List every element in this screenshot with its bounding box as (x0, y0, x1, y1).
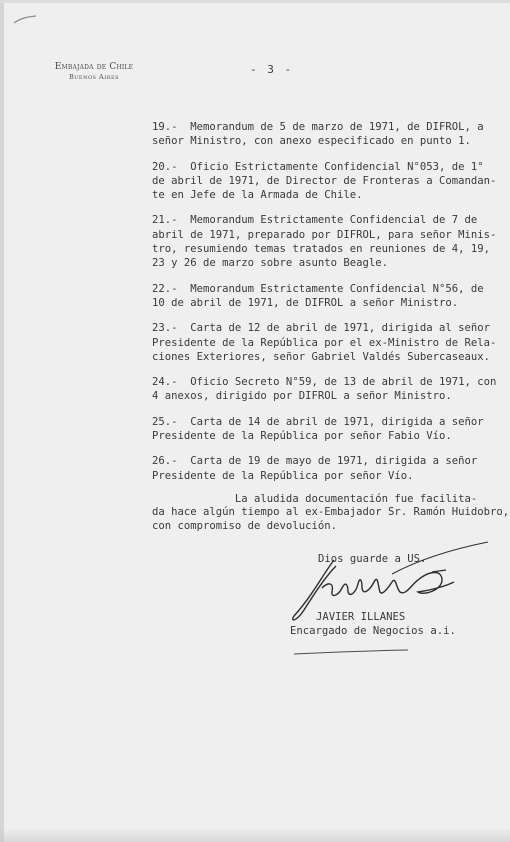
farewell-line: Dios guarde a US. (318, 553, 427, 565)
list-item: 22.- Memorandum Estrictamente Confidencial N°56, de 10 de abril de 1971, de DIFROL a señor Ministro. (152, 282, 484, 309)
list-item: 26.- Carta de 19 de mayo de 1971, dirigida a señor Presidente de la República por señor Vío. (152, 455, 478, 482)
signature-underline (292, 648, 410, 656)
list-item: 19.- Memorandum de 5 de marzo de 1971, de DIFROL, a señor Ministro, con anexo especificado en punto 1. (152, 121, 484, 148)
corner-stain-mark (12, 14, 38, 26)
page-number: - 3 - (250, 63, 294, 76)
signer-title: Encargado de Negocios a.i. (290, 625, 456, 637)
closing-paragraph: La aludida documentación fue facilita- da hace algún tiempo al ex-Embajador Sr. Ramón Huidobro, con compromiso de devolución. (152, 493, 510, 532)
list-item: 24.- Oficio Secreto N°59, de 13 de abril de 1971, con 4 anexos, dirigido por DIFROL a señor Ministro. (152, 376, 497, 403)
list-item: 25.- Carta de 14 de abril de 1971, dirigida a señor Presidente de la República por señor Fabio Vío. (152, 415, 484, 443)
scan-edge-bottom (0, 828, 510, 842)
letterhead-city: Buenos Aires (68, 73, 120, 81)
letterhead (44, 62, 144, 81)
list-item: 23.- Carta de 12 de abril de 1971, dirigida al señor Presidente de la República por el ex-Ministro de Rela- ciones Exteriores, señor Gabriel Valdés Subercaseaux. (152, 322, 497, 363)
letterhead-title: Embajada de Chile (54, 62, 134, 72)
signer-name: JAVIER ILLANES (316, 611, 406, 623)
scan-edge-top (0, 0, 510, 3)
scan-edge-left (0, 0, 4, 842)
list-item: 20.- Oficio Estrictamente Confidencial N°053, de 1° de abril de 1971, de Director de Fronteras a Comandan- te en Jefe de la Armada de Chile. (152, 160, 497, 202)
list-item: 21.- Memorandum Estrictamente Confidencial de 7 de abril de 1971, preparado por DIFROL, para señor Minis- tro, resumiendo temas tratados en reuniones de 4, 19, 23 y 26 de marzo sobre asunto Beagle. (152, 214, 497, 270)
item-list (152, 120, 497, 494)
